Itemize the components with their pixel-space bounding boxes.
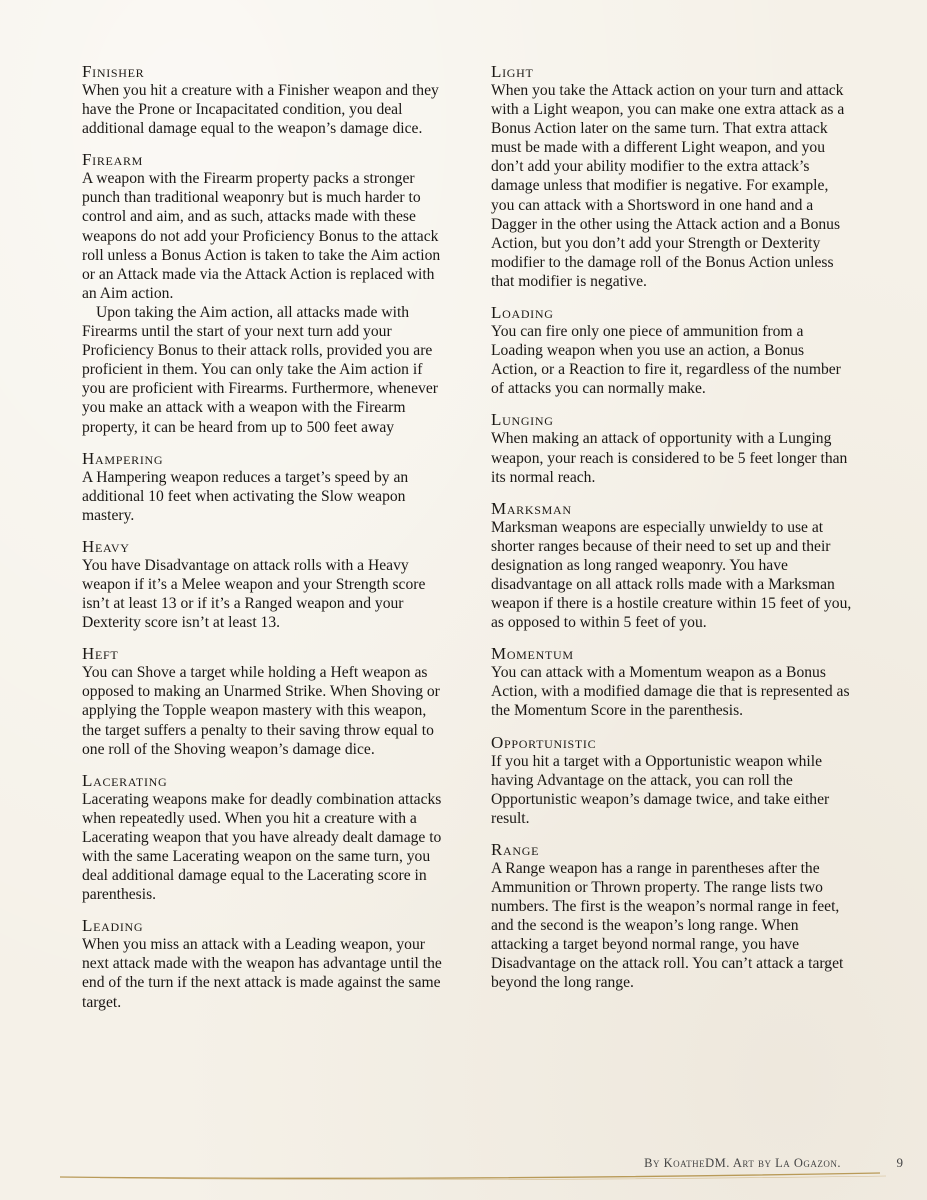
section-heading: Range — [491, 839, 540, 859]
section-range — [491, 840, 853, 993]
footer-flourish-divider — [60, 1170, 888, 1184]
left-column — [82, 62, 442, 1024]
section-heading: Finisher — [82, 62, 145, 81]
section-momentum — [491, 644, 853, 720]
section-heading: Lunging — [491, 410, 554, 430]
section-heading: Firearm — [82, 150, 144, 170]
section-marksman — [491, 499, 853, 633]
page-number: 9 — [896, 1155, 903, 1170]
section-text: You can attack with a Momentum weapon as a Bonus Action, with a modified damage die that is represented as the Momentum Score in the parenthesis. — [491, 664, 850, 720]
section-text: When you hit a creature with a Finisher weapon and they have the Prone or Incapacitated condition, you deal additional damage equal to the weapon’s damage dice. — [82, 82, 439, 138]
section-text: When you miss an attack with a Leading weapon, your next attack made with the weapon has advantage until the end of the turn if the next attack is made against the same target. — [82, 936, 442, 1011]
section-heading: Momentum — [491, 644, 574, 664]
section-text: You can fire only one piece of ammunition from a Loading weapon when you use an action, a Bonus Action, or a Reaction to fire it, regardless of the number of attacks you can normally make. — [491, 323, 841, 398]
section-light — [491, 62, 853, 291]
section-heading: Loading — [491, 303, 554, 323]
section-text: A Range weapon has a range in parentheses after the Ammunition or Thrown property. The range lists two numbers. The first is the weapon’s normal range in feet, and the second is the weapon’s long range. When attacking a target beyond normal range, you have Disadvantage on the attack roll. You can’t attack a target beyond the long range. — [491, 859, 844, 992]
section-heading: Light — [491, 62, 534, 81]
section-heading: Lacerating — [82, 770, 168, 790]
section-hampering — [82, 449, 442, 525]
section-heading: Hampering — [82, 448, 164, 468]
section-text: You have Disadvantage on attack rolls with a Heavy weapon if it’s a Melee weapon and your Strength score isn’t at least 13 or if it’s a Ranged weapon and your Dexterity score isn’t at least 13. — [82, 556, 426, 632]
section-loading — [491, 303, 853, 398]
section-text: When you take the Attack action on your turn and attack with a Light weapon, you can make one extra attack as a Bonus Action later on the same turn. That extra attack must be made with a different Light weapon, and you don’t add your ability modifier to the extra attack’s damage unless that modifier is negative. For example, you can attack with a Shortsword in one hand and a Dagger in the other using the Attack action and a Bonus Action, but you don’t add your Strength or Dexterity modifier to the damage roll of the Bonus Action unless that modifier is negative. — [491, 82, 845, 290]
section-text: Marksman weapons are especially unwieldy to use at shorter ranges because of their need to set up and their designation as long ranged weaponry. You have disadvantage on all attack rolls made with a Marksman weapon if there is a hostile creature within 15 feet of you, as opposed to within 5 feet of you. — [491, 518, 852, 632]
section-text: You can Shove a target while holding a Heft weapon as opposed to making an Unarmed Strike. When Shoving or applying the Topple weapon mastery with this weapon, the target suffers a penalty to their saving throw equal to one roll of the Shoving weapon’s damage dice. — [82, 664, 440, 758]
section-heavy — [82, 537, 442, 632]
section-heading: Opportunistic — [491, 732, 597, 752]
section-text: A Hampering weapon reduces a target’s speed by an additional 10 feet when activating the Slow weapon mastery. — [82, 468, 409, 524]
section-text: When making an attack of opportunity with a Lunging weapon, your reach is considered to be 5 feet longer than its normal reach. — [491, 430, 848, 486]
section-lacerating — [82, 771, 442, 905]
section-heading: Heavy — [82, 536, 130, 556]
section-heading: Leading — [82, 916, 144, 936]
section-leading — [82, 916, 442, 1011]
section-text: Lacerating weapons make for deadly combination attacks when repeatedly used. When you hit a creature with a Lacerating weapon that you have already dealt damage to with the same Lacerating weapon on the same turn, you deal additional damage equal to the Lacerating score in parenthesis. — [82, 790, 442, 904]
section-heading: Heft — [82, 644, 119, 664]
section-text: If you hit a target with a Opportunistic weapon while having Advantage on the attack, you can roll the Opportunistic weapon’s damage twice, and take either result. — [491, 752, 830, 827]
right-column — [491, 62, 853, 1005]
section-heft — [82, 644, 442, 758]
section-opportunistic — [491, 733, 853, 828]
section-lunging — [491, 410, 853, 486]
section-finisher — [82, 62, 442, 138]
section-firearm — [82, 150, 442, 436]
footer-credit: By KoatheDM. Art by La Ogazon. — [644, 1156, 841, 1170]
section-text: Upon taking the Aim action, all attacks made with Firearms until the start of your next turn add your Proficiency Bonus to their attack rolls, provided you are proficient in them. You can only take the Aim action if you are proficient with Firearms. Furthermore, whenever you make an attack with a weapon with the Firearm property, it can be heard from up to 500 feet away — [82, 303, 438, 436]
section-heading: Marksman — [491, 498, 572, 518]
section-text: A weapon with the Firearm property packs a stronger punch than traditional weaponry but is much harder to control and aim, and as such, attacks made with these weapons do not add your Proficiency Bonus to the attack roll unless a Bonus Action is taken to take the Aim action or an Attack made via the Attack Action is replaced with an Aim action. — [82, 170, 441, 302]
